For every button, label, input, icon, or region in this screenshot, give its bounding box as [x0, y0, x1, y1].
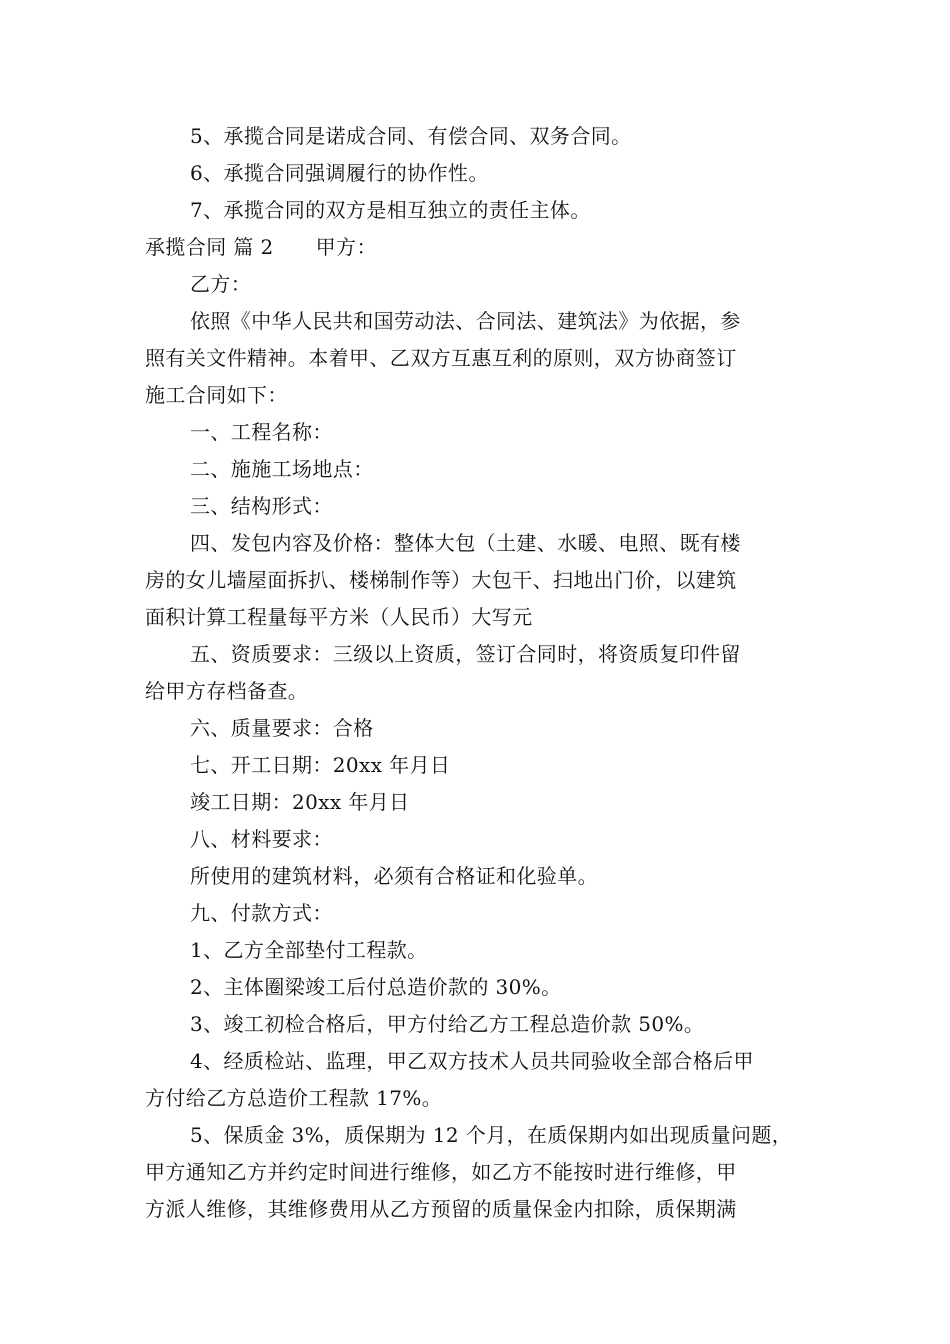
- clause-completion-date: 竣工日期：20xx 年月日: [190, 790, 410, 814]
- payment-item-3: 3、竣工初检合格后，甲方付给乙方工程总造价款 50%。: [190, 1012, 705, 1036]
- paragraph-line: 施工合同如下：: [145, 383, 288, 407]
- text-line: 5、承揽合同是诺成合同、有偿合同、双务合同。: [190, 124, 632, 148]
- paragraph-line: 面积计算工程量每平方米（人民币）大写元: [145, 605, 533, 629]
- clause-payment: 九、付款方式：: [190, 901, 333, 925]
- party-b-label: 乙方：: [190, 272, 252, 296]
- clause-contract-scope: [145, 525, 810, 636]
- clause-start-date: 七、开工日期：20xx 年月日: [190, 753, 451, 777]
- basis-paragraph: [145, 303, 810, 414]
- paragraph-line: 甲方通知乙方并约定时间进行维修，如乙方不能按时进行维修，甲: [145, 1160, 737, 1184]
- clause-quality: 六、质量要求：合格: [190, 716, 374, 740]
- clause-project-name: 一、工程名称：: [190, 420, 333, 444]
- clause-qualification: [145, 636, 810, 710]
- text-line: 6、承揽合同强调履行的协作性。: [190, 161, 489, 185]
- paragraph-line: 方派人维修，其维修费用从乙方预留的质量保金内扣除，质保期满: [145, 1197, 737, 1221]
- paragraph-line: 四、发包内容及价格：整体大包（土建、水暖、电照、既有楼: [190, 531, 741, 555]
- payment-item-5: [145, 1117, 810, 1228]
- section-heading: [145, 229, 810, 266]
- clause-site-location: 二、施施工场地点：: [190, 457, 374, 481]
- payment-item-4: [145, 1043, 810, 1117]
- paragraph-line: 房的女儿墙屋面拆扒、楼梯制作等）大包干、扫地出门价，以建筑: [145, 568, 737, 592]
- payment-item-1: 1、乙方全部垫付工程款。: [190, 938, 428, 962]
- paragraph-line: 照有关文件精神。本着甲、乙双方互惠互利的原则，双方协商签订: [145, 346, 737, 370]
- paragraph-line: 4、经质检站、监理，甲乙双方技术人员共同验收全部合格后甲: [190, 1049, 754, 1073]
- clause-materials: 八、材料要求：: [190, 827, 333, 851]
- document-page: [145, 118, 810, 1228]
- paragraph-line: 5、保质金 3%，质保期为 12 个月，在质保期内如出现质量问题，: [190, 1123, 793, 1147]
- text-line: 7、承揽合同的双方是相互独立的责任主体。: [190, 198, 591, 222]
- section-title: 承揽合同 篇 2: [145, 235, 274, 259]
- paragraph-line: 方付给乙方总造价工程款 17%。: [145, 1086, 443, 1110]
- party-a-label: 甲方：: [315, 235, 377, 259]
- paragraph-line: 依照《中华人民共和国劳动法、合同法、建筑法》为依据，参: [190, 309, 741, 333]
- paragraph-line: 五、资质要求：三级以上资质，签订合同时，将资质复印件留: [190, 642, 741, 666]
- payment-item-2: 2、主体圈梁竣工后付总造价款的 30%。: [190, 975, 562, 999]
- clause-structure-form: 三、结构形式：: [190, 494, 333, 518]
- paragraph-line: 给甲方存档备查。: [145, 679, 309, 703]
- clause-materials-detail: 所使用的建筑材料，必须有合格证和化验单。: [190, 864, 598, 888]
